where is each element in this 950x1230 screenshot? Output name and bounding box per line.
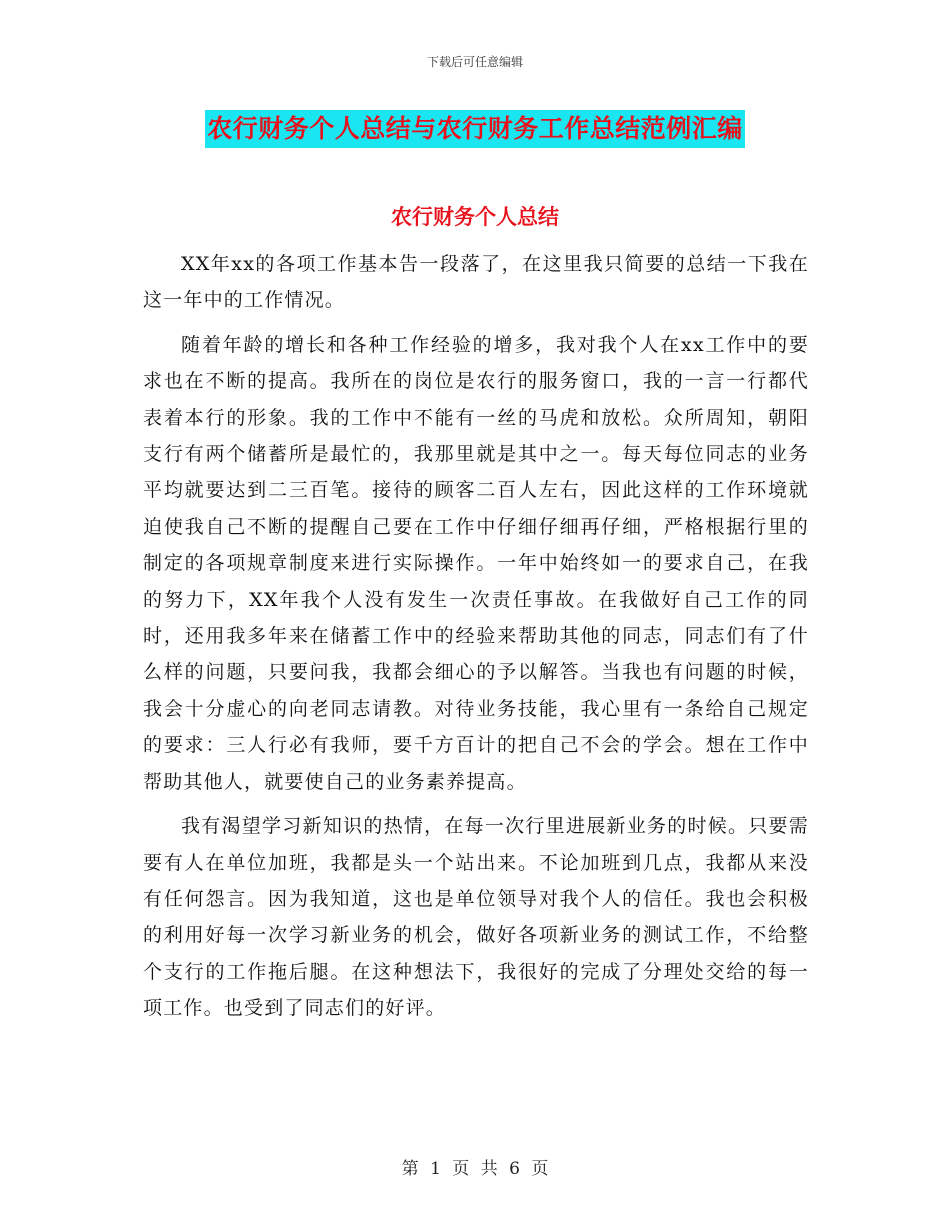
document-title: 农行财务个人总结与农行财务工作总结范例汇编: [205, 110, 745, 148]
paragraph-3: 我有渴望学习新知识的热情，在每一次行里进展新业务的时候。只要需要有人在单位加班，我都是头一个站出来。不论加班到几点，我都从来没有任何怨言。因为我知道，这也是单位领导对我个人的信任。我也会积极的利用好每一次学习新业务的机会，做好各项新业务的测试工作，不给整个支行的工作拖后腿。在这种想法下，我很好的完成了分理处交给的每一项工作。也受到了同志们的好评。: [143, 815, 809, 1020]
document-title-container: [0, 110, 950, 148]
page-header-note: 下载后可任意编辑: [426, 55, 523, 69]
page-number-footer: 第 1 页 共 6 页: [401, 1159, 549, 1179]
paragraph-1: XX年xx的各项工作基本告一段落了，在这里我只简要的总结一下我在这一年中的工作情况。: [143, 253, 809, 312]
paragraph-2: 随着年龄的增长和各种工作经验的增多，我对我个人在xx工作中的要求也在不断的提高。我所在的岗位是农行的服务窗口，我的一言一行都代表着本行的形象。我的工作中不能有一丝的马虎和放松。众所周知，朝阳支行有两个储蓄所是最忙的，我那里就是其中之一。每天每位同志的业务平均就要达到二三百笔。接待的顾客二百人左右，因此这样的工作环境就迫使我自己不断的提醒自己要在工作中仔细仔细再仔细，严格根据行里的制定的各项规章制度来进行实际操作。一年中始终如一的要求自己，在我的努力下，XX年我个人没有发生一次责任事故。在我做好自己工作的同时，还用我多年来在储蓄工作中的经验来帮助其他的同志，同志们有了什么样的问题，只要问我，我都会细心的予以解答。当我也有问题的时候，我会十分虚心的向老同志请教。对待业务技能，我心里有一条给自己规定的要求：三人行必有我师，要千方百计的把自己不会的学会。想在工作中帮助其他人，就要使自己的业务素养提高。: [143, 333, 809, 793]
section-title: 农行财务个人总结: [391, 204, 559, 229]
document-body: [143, 246, 809, 1027]
